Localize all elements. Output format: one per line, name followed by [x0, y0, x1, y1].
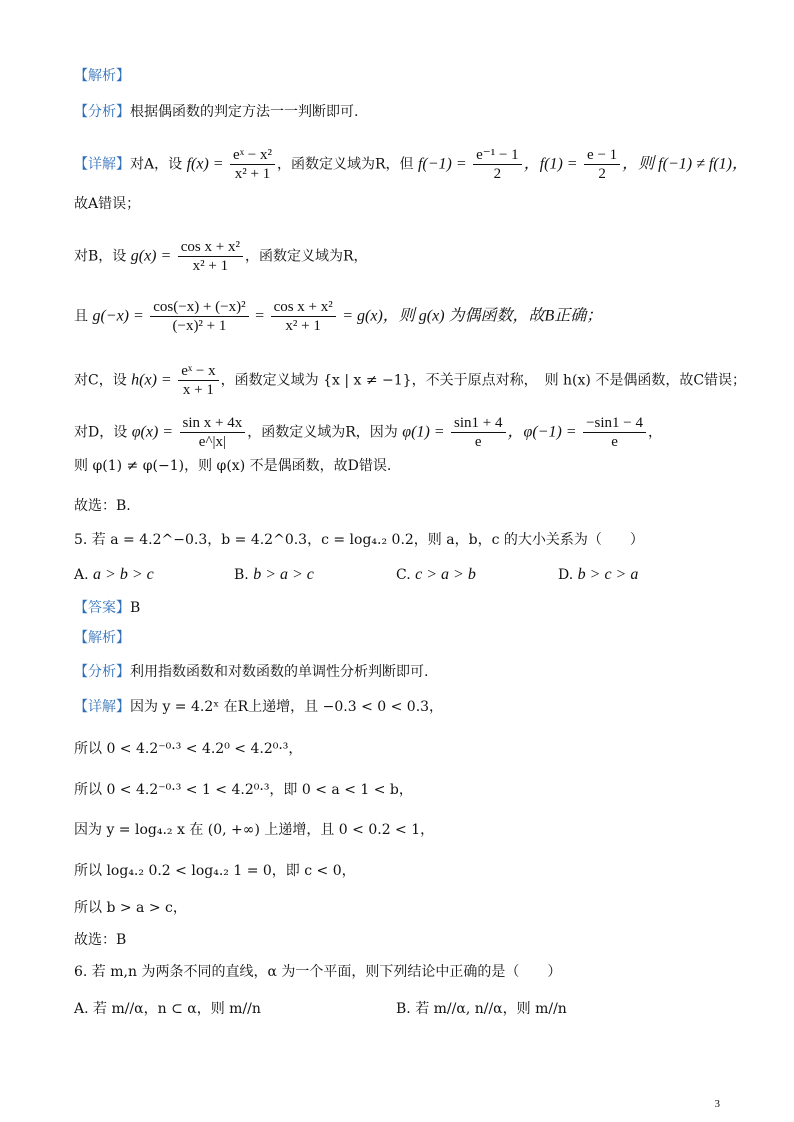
q4-b-line2-intro: 且: [74, 308, 88, 325]
option-label: A.: [74, 1001, 89, 1017]
option-text: b > a > c: [253, 566, 314, 583]
fraction-numerator: e⁻¹ − 1: [473, 146, 522, 165]
q4-d-pm1-lhs: ，φ(−1) =: [507, 423, 577, 441]
fraction-numerator: sin x + 4x: [180, 414, 246, 433]
q4-b-gm-lhs: g(−x) =: [92, 307, 144, 325]
q4-option-d-line1: [74, 414, 662, 451]
q5-line-text: 因为 y = 4.2ˣ 在R上递增，且 −0.3 < 0 < 0.3，: [130, 699, 444, 715]
option-label: B.: [234, 567, 249, 583]
q5-stem: 5. 若 a = 4.2^−0.3，b = 4.2^0.3，c = log₄.₂ 0.2，则 a，b，c 的大小关系为（ ）: [74, 532, 644, 548]
q5-choose: 故选：B: [74, 932, 127, 948]
q4-fenxi-text: 根据偶函数的判定方法一一判断即可.: [130, 104, 359, 120]
q4-c-intro: 对C，设: [74, 372, 127, 389]
fenxi-label: 【分析】: [74, 664, 130, 680]
option-label: D.: [558, 567, 574, 583]
fraction-denominator: 2: [493, 166, 502, 182]
q4-b-g-fraction: [178, 238, 243, 275]
q6-option-a: [74, 998, 261, 1018]
q4-a-f-fraction: [230, 146, 275, 183]
q5-answer: [74, 598, 140, 618]
fraction-denominator: x² + 1: [234, 166, 271, 182]
q4-b-g-lhs: g(x) =: [130, 247, 172, 265]
option-text: 若 m//α，n ⊂ α，则 m//n: [93, 1001, 261, 1017]
option-label: A.: [74, 567, 89, 583]
fraction-denominator: e: [611, 434, 618, 450]
q5-fenxi-text: 利用指数函数和对数函数的单调性分析判断即可.: [130, 664, 429, 680]
q4-c-tail: ，函数定义域为 {x | x ≠ −1}，不关于原点对称， 则 h(x) 不是偶函数，故C错误；: [220, 372, 747, 389]
q5-answer-value: B: [130, 600, 141, 616]
page-number: 3: [714, 1098, 720, 1110]
q4-fenxi: [74, 102, 358, 122]
q4-d-pm1-fraction: [583, 414, 646, 451]
q5-detail-line-3: 所以 0 < 4.2⁻⁰·³ < 1 < 4.2⁰·³，即 0 < a < 1 < b，: [74, 782, 413, 798]
q4-option-c-line: [74, 362, 746, 399]
q5-fenxi: [74, 662, 428, 682]
fenxi-label: 【分析】: [74, 104, 130, 120]
q5-detail-line-5: 所以 log₄.₂ 0.2 < log₄.₂ 1 = 0，即 c < 0，: [74, 863, 356, 879]
fraction-numerator: eˣ − x²: [230, 146, 275, 165]
q4-d-line2: 则 φ(1) ≠ φ(−1)，则 φ(x) 不是偶函数，故D错误.: [74, 458, 392, 474]
q4-a-conclusion: 故A错误；: [74, 196, 141, 212]
fraction-denominator: (−x)² + 1: [172, 318, 227, 334]
option-label: B.: [396, 1001, 411, 1017]
q4-option-b-line2: [74, 298, 602, 335]
q4-c-h-lhs: h(x) =: [131, 371, 172, 389]
fraction-numerator: eˣ − x: [178, 362, 218, 381]
q4-d-p1-fraction: [451, 414, 505, 451]
fraction-numerator: sin1 + 4: [451, 414, 505, 433]
q4-a-fm1-fraction: [473, 146, 522, 183]
q4-b-mid: ，函数定义域为R，: [244, 248, 368, 265]
fraction-denominator: x² + 1: [285, 318, 321, 334]
q5-detail-line-4: 因为 y = log₄.₂ x 在 (0, +∞) 上递增，且 0 < 0.2 < 1，: [74, 822, 435, 838]
q4-d-p1-lhs: φ(1) =: [402, 423, 445, 441]
q5-analysis-label: 【解析】: [74, 630, 130, 646]
fraction-numerator: cos x + x²: [271, 298, 336, 317]
q5-option-c: [396, 566, 476, 584]
q4-d-mid: ，函数定义域为R，因为: [247, 424, 398, 441]
fraction-numerator: −sin1 − 4: [583, 414, 646, 433]
q4-option-a-line: [74, 146, 748, 183]
q6-stem: 6. 若 m,n 为两条不同的直线，α 为一个平面，则下列结论中正确的是（ ）: [74, 964, 562, 980]
q5-option-b: [234, 566, 314, 584]
q4-d-p-lhs: φ(x) =: [131, 423, 174, 441]
fraction-numerator: cos x + x²: [178, 238, 243, 257]
q4-d-tail: ，: [648, 424, 662, 441]
detail-label: 【详解】: [74, 156, 130, 173]
fraction-numerator: cos(−x) + (−x)²: [150, 298, 248, 317]
option-text: b > c > a: [577, 566, 639, 583]
fraction-denominator: 2: [598, 166, 606, 182]
fraction-denominator: x² + 1: [192, 258, 229, 274]
q4-option-b-line1: [74, 238, 368, 275]
q4-d-p-fraction: [180, 414, 246, 451]
answer-label: 【答案】: [74, 600, 130, 616]
q4-a-tail: ，则 f(−1) ≠ f(1)，: [622, 155, 748, 173]
q4-a-f1-fraction: [584, 146, 620, 183]
option-text: 若 m//α, n//α，则 m//n: [415, 1001, 567, 1017]
q4-d-intro: 对D，设: [74, 424, 128, 441]
q4-c-h-fraction: [178, 362, 218, 399]
option-label: C.: [396, 567, 411, 583]
q4-b-tail: = g(x)，则 g(x) 为偶函数，故B正确；: [342, 307, 603, 325]
q4-a-f-lhs: f(x) =: [186, 155, 224, 173]
q4-a-mid: ，函数定义域为R，但: [276, 156, 414, 173]
fraction-denominator: e: [474, 434, 482, 450]
fraction-denominator: e^|x|: [198, 434, 226, 450]
q5-detail-line-6: 所以 b > a > c，: [74, 900, 187, 916]
fraction-denominator: x + 1: [182, 382, 214, 398]
q4-a-f1-lhs: ，f(1) =: [523, 155, 578, 173]
option-text: a > b > c: [93, 566, 154, 583]
q4-a-intro: 对A，设: [130, 156, 183, 173]
option-text: c > a > b: [415, 566, 476, 583]
detail-label: 【详解】: [74, 699, 130, 715]
q5-detail-line-1: [74, 697, 443, 717]
q4-b-gm2-fraction: [271, 298, 336, 335]
q4-b-intro: 对B，设: [74, 248, 127, 265]
q4-b-gm-fraction: [150, 298, 248, 335]
q4-a-fm1-lhs: f(−1) =: [417, 155, 467, 173]
q5-option-d: [558, 566, 638, 584]
q6-option-b: [396, 998, 567, 1018]
q5-detail-line-2: 所以 0 < 4.2⁻⁰·³ < 4.2⁰ < 4.2⁰·³，: [74, 741, 303, 757]
analysis-label: 【解析】: [74, 68, 130, 84]
q4-choose: 故选：B.: [74, 498, 131, 514]
fraction-numerator: e − 1: [584, 146, 620, 165]
q4-b-eq: =: [255, 307, 265, 325]
q5-option-a: [74, 566, 154, 584]
